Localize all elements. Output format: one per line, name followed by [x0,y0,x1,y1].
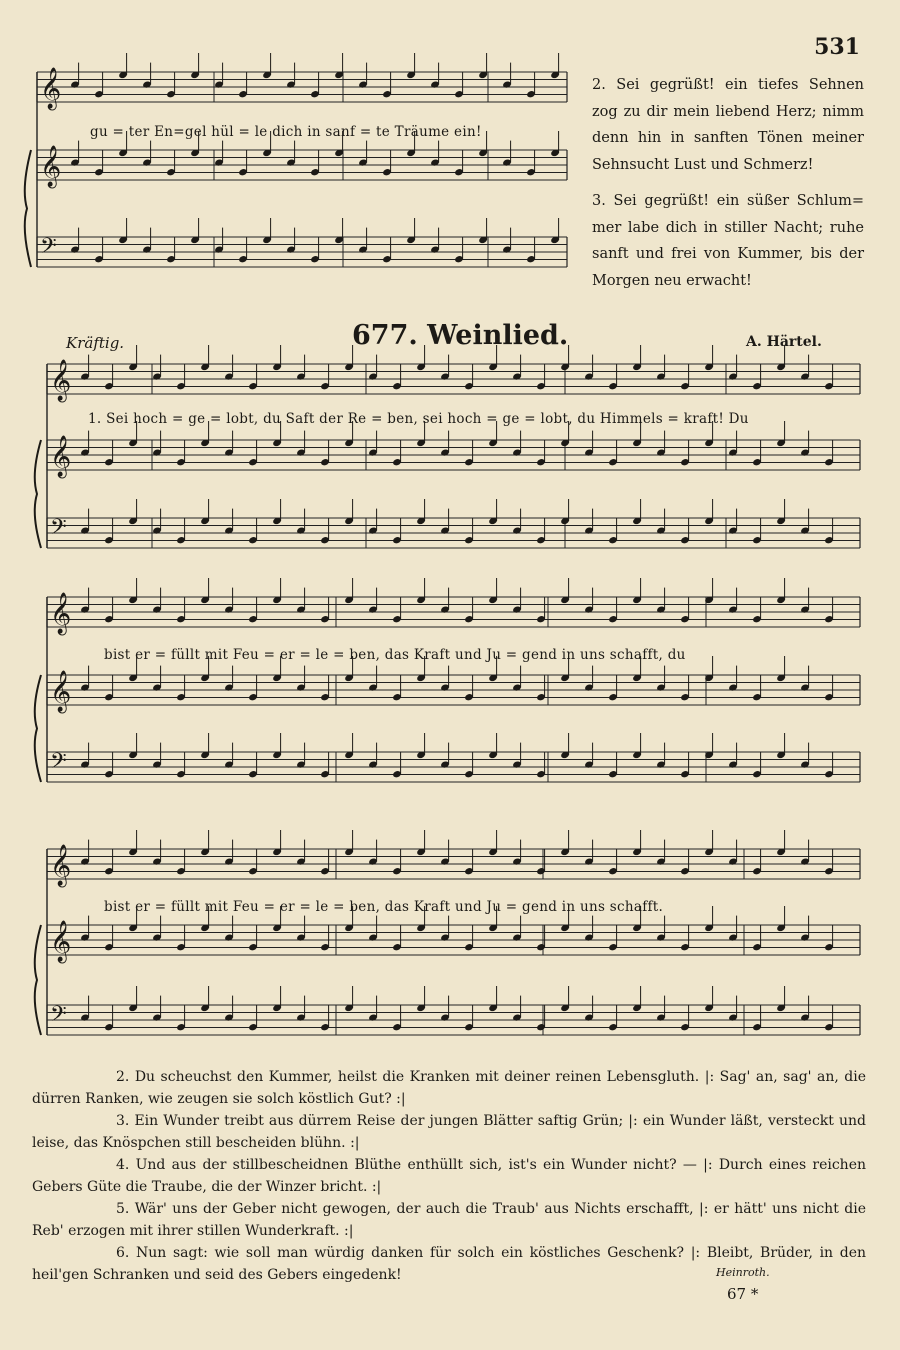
brace [25,150,31,267]
lyrics-line-3: bist er = füllt mit Feu = er = le = ben, das Kraft und Ju = gend in uns schafft. [104,899,664,915]
clef-bass: 𝄢 [50,1002,67,1032]
page-number: 531 [814,34,860,60]
clef-treble: 𝄞 [50,671,72,712]
clef-treble: 𝄞 [40,146,62,187]
signature-mark: 67 * [727,1285,759,1303]
verses-block [32,1066,866,1286]
top-lyrics: gu = ter En=gel hül = le dich in sanf = te Träume ein! [90,124,482,140]
clef-bass: 𝄢 [50,515,67,545]
lyrics-line-1: 1. Sei hoch = ge = lobt, du Saft der Re = ben, sei hoch = ge = lobt, du Himmels = kraft! Du [88,411,749,427]
clef-bass: 𝄢 [40,234,57,264]
verse-5: 5. Wär' uns der Geber nicht gewogen, der auch die Traub' aus Nichts erschafft, |: er hätt' uns nicht die Reb' erzogen mit ihrer stillen Wunderkraft. :| [32,1201,866,1239]
clef-bass: 𝄢 [50,749,67,779]
brace [35,675,41,782]
clef-treble: 𝄞 [50,436,72,477]
clef-treble: 𝄞 [50,845,72,886]
composer: A. Härtel. [746,334,822,350]
clef-treble: 𝄞 [50,593,72,634]
stanza-3: 3. Sei gegrüßt! ein süßer Schlum= mer labe dich in stiller Nacht; ruhe sanft und frei von Kummer, bis der Morgen neu erwacht! [592,193,864,289]
verse-2: 2. Du scheuchst den Kummer, heilst die Kranken mit deiner reinen Lebensgluth. |: Sag' an, sag' an, die dürren Ranken, wie zeugen sie solch köstlich Gut? :| [32,1069,866,1107]
tempo-marking: Kräftig. [66,334,125,352]
brace [35,925,41,1035]
clef-treble: 𝄞 [40,68,62,109]
song-title: 677. Weinlied. [352,320,569,351]
stanza-2: 2. Sei gegrüßt! ein tiefes Sehnen zog zu dir mein liebend Herz; nimm denn hin in sanften Tönen meiner Sehnsucht Lust und Schmerz! [592,77,864,173]
top-stanzas [592,72,864,304]
verse-4: 4. Und aus der stillbescheidnen Blüthe enthüllt sich, ist's ein Wunder nicht? — |: Durch eines reichen Gebers Güte die Traube, die der Winzer bricht. :| [32,1157,866,1195]
lyrics-line-2: bist er = füllt mit Feu = er = le = ben, das Kraft und Ju = gend in uns schafft, du [104,647,686,663]
brace [35,440,41,548]
clef-treble: 𝄞 [50,921,72,962]
clef-treble: 𝄞 [50,360,72,401]
verse-3: 3. Ein Wunder treibt aus dürrem Reise der jungen Blätter saftig Grün; |: ein Wunder läßt, versteckt und leise, das Knöspchen still bescheiden blühn. :| [32,1113,866,1151]
verse-author: Heinroth. [716,1266,770,1279]
verse-6: 6. Nun sagt: wie soll man würdig danken für solch ein köstliches Geschenk? |: Bleibt, Brüder, in den heil'gen Schranken und seid des Gebers eingedenk! [32,1245,866,1283]
